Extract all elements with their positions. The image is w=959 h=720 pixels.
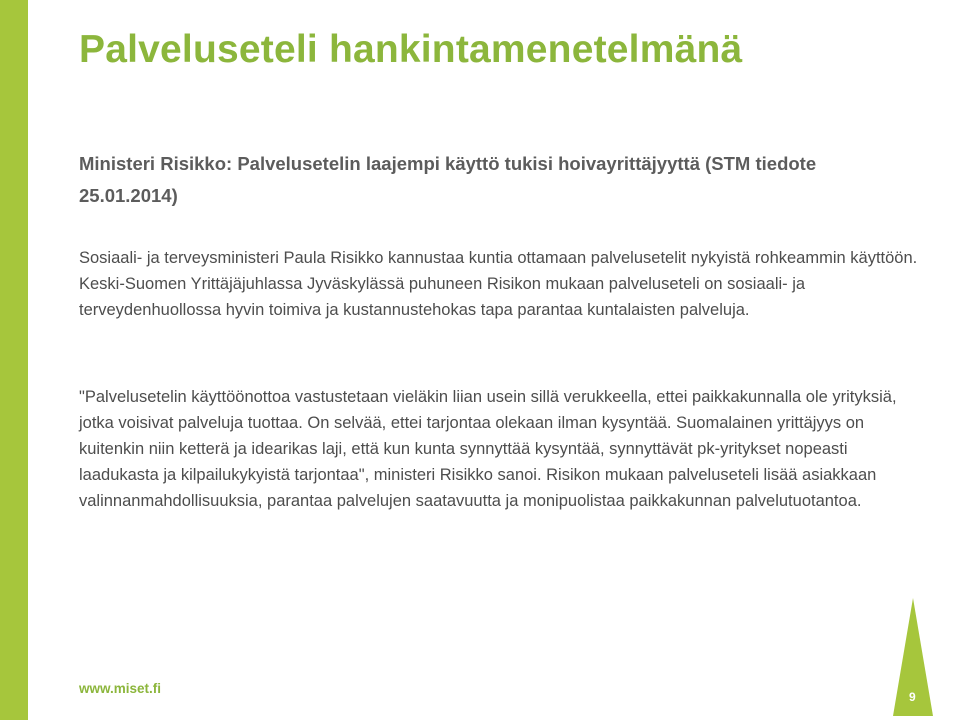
left-accent-bar <box>0 0 28 720</box>
page-number: 9 <box>909 690 916 704</box>
slide-subheading: Ministeri Risikko: Palvelusetelin laajempi käyttö tukisi hoivayrittäjyyttä (STM tiedote 25.01.2014) <box>79 153 817 206</box>
footer-website-link[interactable]: www.miset.fi <box>79 681 162 696</box>
slide-title: Palveluseteli hankintamenetelmänä <box>79 28 743 71</box>
body-paragraph-1: Sosiaali- ja terveysministeri Paula Risikko kannustaa kuntia ottamaan palvelusetelit nykyistä rohkeammin käyttöön. Keski-Suomen Yrittäjäjuhlassa Jyväskylässä puhuneen Risikon mukaan palveluseteli on sosiaali- ja terveydenhuollossa hyvin toimiva ja kustannustehokas tapa parantaa kuntalaisten palveluja. <box>79 249 918 319</box>
body-paragraph-2: "Palvelusetelin käyttöönottoa vastustetaan vieläkin liian usein sillä verukkeella, ettei paikkakunnalla ole yrityksiä, jotka voisivat palveluja tuottaa. On selvää, ettei tarjontaa olekaan ilman kysyntää. Suomalainen yrittäjyys on kuitenkin niin ketterä ja idearikas laji, että kun kunta synnyttää kysyntää, synnyttävät pk-yritykset nopeasti laadukasta ja kilpailukykyistä tarjontaa", ministeri Risikko sanoi. Risikon mukaan palveluseteli lisää asiakkaan valinnanmahdollisuuksia, parantaa palvelujen saatavuutta ja monipuolistaa paikkakunnan palvelutuotantoa. <box>79 388 897 510</box>
